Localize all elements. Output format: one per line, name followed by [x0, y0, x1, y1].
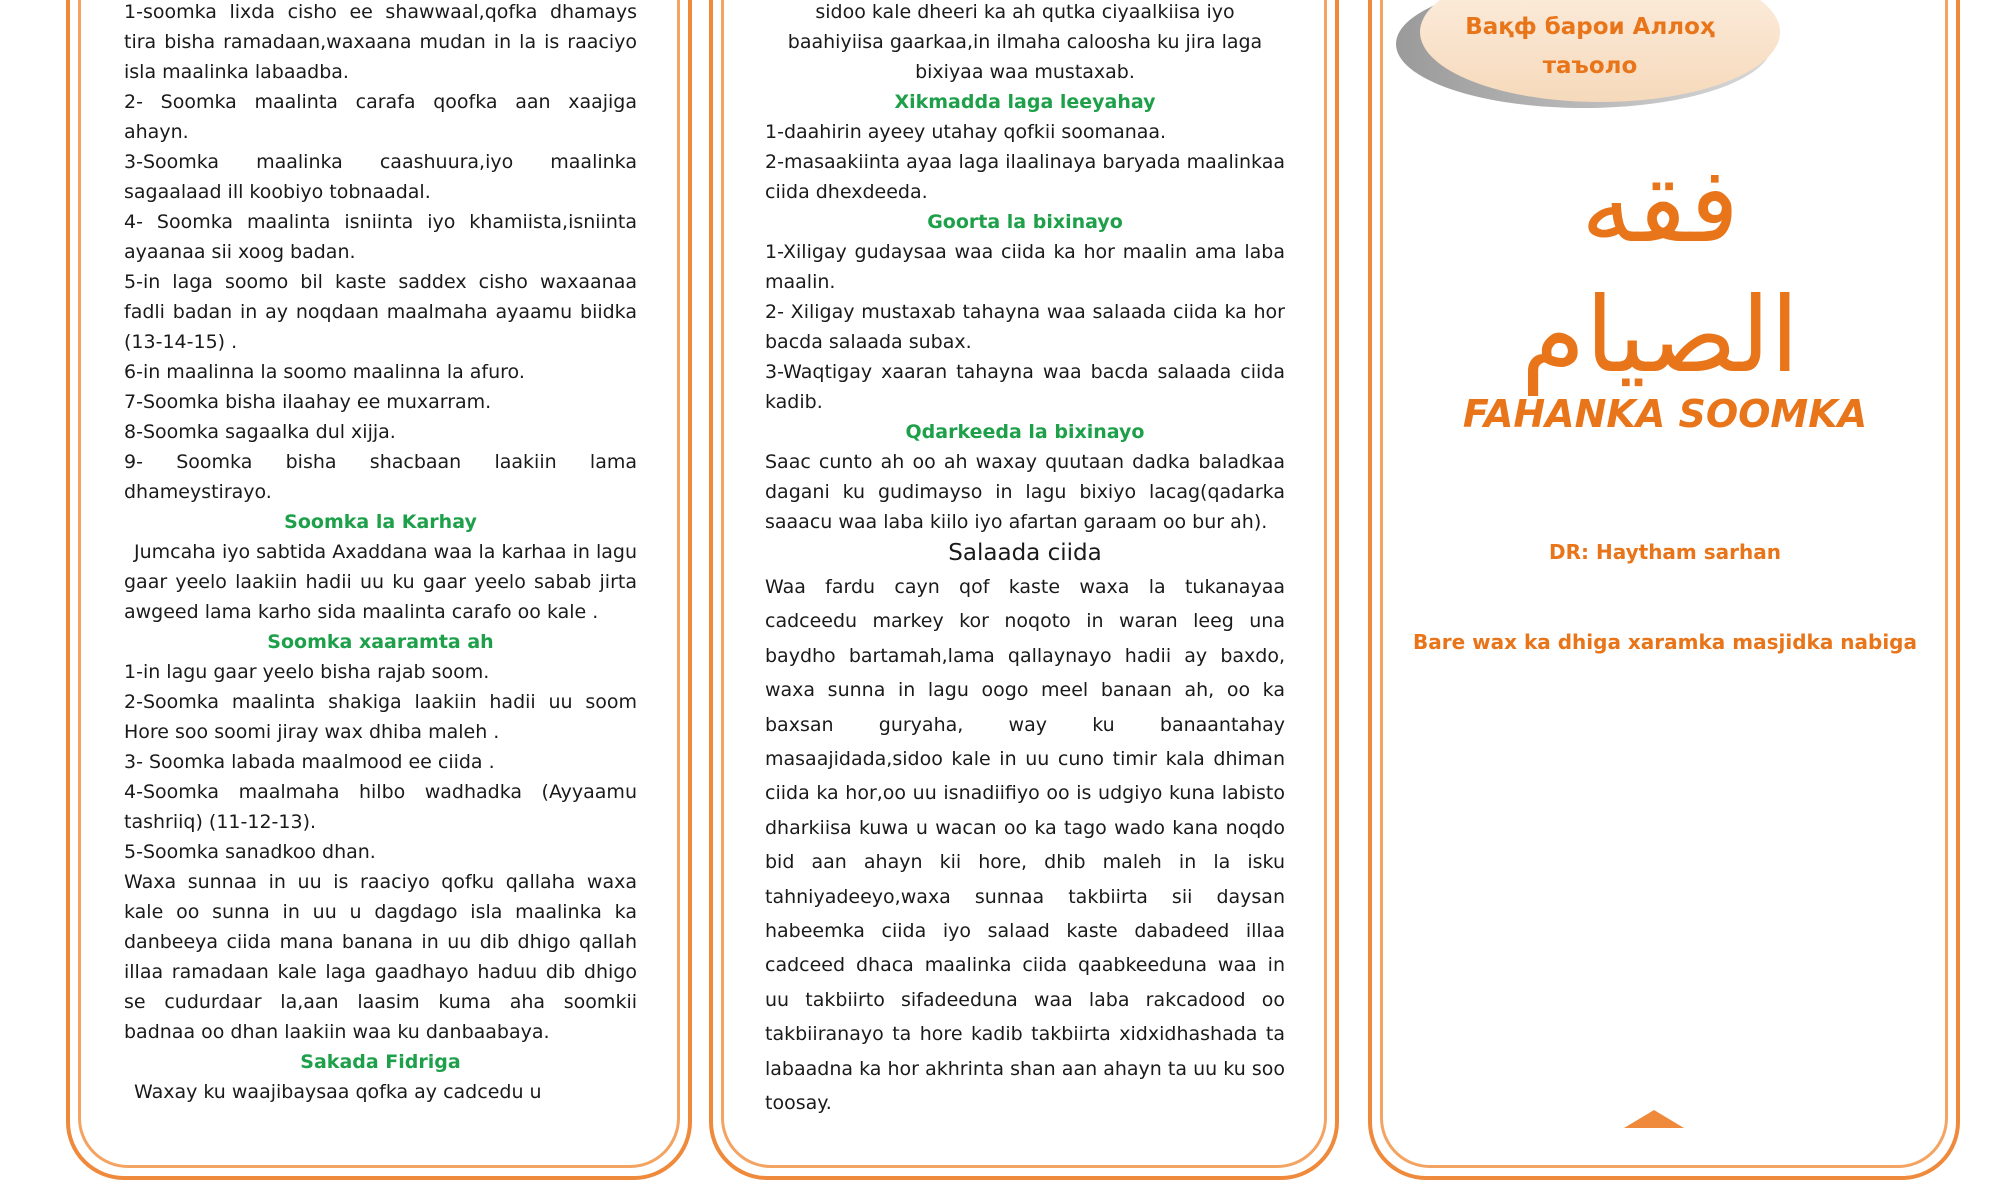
section-heading: Soomka la Karhay	[284, 511, 477, 533]
section-heading: Soomka xaaramta ah	[267, 631, 494, 653]
paragraph: Waxay ku waajibaysaa qofka ay cadcedu u	[134, 1081, 542, 1103]
waqf-dedication	[1420, 8, 1760, 86]
paragraph: 2- Soomka maalinta carafa qoofka aan xaajiga ahayn.	[124, 91, 637, 143]
paragraph: 9- Soomka bisha shacbaan laakiin lama dhameystirayo.	[124, 451, 637, 503]
waqf-line-1: Вақф барои Аллоҳ	[1465, 14, 1715, 40]
paragraph: 2-Soomka maalinta shakiga laakiin hadii uu soom Hore soo soomi jiray wax dhiba maleh .	[124, 691, 637, 743]
paragraph: 1-Xiligay gudaysaa waa ciida ka hor maalin ama laba maalin.	[765, 241, 1285, 293]
paragraph: sidoo kale dheeri ka ah qutka ciyaalkiisa iyo baahiyiisa gaarkaa,in ilmaha caloosha ku jira laga bixiyaa waa mustaxab.	[787, 1, 1263, 83]
paragraph: 4-Soomka maalmaha hilbo wadhadka (Ayyaamu tashriiq) (11-12-13).	[124, 781, 637, 833]
section-heading: Qdarkeeda la bixinayo	[905, 421, 1145, 443]
paragraph: 3- Soomka labada maalmood ee ciida .	[124, 751, 495, 773]
document-title: FAHANKA SOOMKA	[1462, 392, 1868, 436]
paragraph: Saac cunto ah oo ah waxay quutaan dadka baladkaa dagani ku gudimayso in lagu bixiyo lacag(qadarka saaacu waa laba kiilo iyo afartan garaam oo bur ah).	[765, 451, 1285, 533]
paragraph: 2-masaakiinta ayaa laga ilaalinaya baryada maalinkaa ciida dhexdeeda.	[765, 151, 1285, 203]
paragraph: 3-Soomka maalinka caashuura,iyo maalinka sagaalaad ill koobiyo tobnaadal.	[124, 151, 637, 203]
author-note: Bare wax ka dhiga xaramka masjidka nabiga	[1412, 630, 1917, 654]
waqf-line-2: таъоло	[1542, 53, 1638, 79]
paragraph: 1-daahirin ayeey utahay qofkii soomanaa.	[765, 121, 1167, 143]
paragraph: 5-in laga soomo bil kaste saddex cisho waxaanaa fadli badan in ay noqdaan maalmaha ayaamu biidka (13-14-15) .	[124, 271, 637, 353]
section-title: Salaada ciida	[948, 540, 1102, 566]
paragraph: Waxa sunnaa in uu is raaciyo qofku qallaha waxa kale oo sunna in uu u dagdago isla maalinka ka danbeeya ciida mana banana in uu dib dhigo qallah illaa ramadaan kale laga gaadhayo haduu dib dhigo se cudurdaar la,aan laasim kuma aha soomkii badnaa oo dhan laakiin waa ku danbaabaya.	[124, 871, 637, 1043]
paragraph: 5-Soomka sanadkoo dhan.	[124, 841, 376, 863]
arabic-title: فقه الصيام	[1520, 144, 1800, 396]
section-heading: Sakada Fidriga	[300, 1051, 461, 1073]
paragraph: 1-in lagu gaar yeelo bisha rajab soom.	[124, 661, 490, 683]
author-name: DR: Haytham sarhan	[1549, 540, 1781, 564]
section-heading: Xikmadda laga leeyahay	[894, 91, 1156, 113]
bottom-ornament-icon	[1624, 1108, 1684, 1128]
paragraph: 8-Soomka sagaalka dul xijja.	[124, 421, 396, 443]
paragraph: Jumcaha iyo sabtida Axaddana waa la karhaa in lagu gaar yeelo laakiin hadii uu ku gaar yeelo sabab jirta awgeed lama karho sida maalinta carafo oo kale .	[124, 541, 637, 623]
paragraph: 3-Waqtigay xaaran tahayna waa bacda salaada ciida kadib.	[765, 361, 1285, 413]
left-panel-text	[124, 0, 637, 1107]
paragraph: 1-soomka lixda cisho ee shawwaal,qofka dhamays tira bisha ramadaan,waxaana mudan in la is raaciyo isla maalinka labaadba.	[124, 1, 637, 83]
paragraph: 6-in maalinna la soomo maalinna la afuro.	[124, 361, 525, 383]
paragraph: 2- Xiligay mustaxab tahayna waa salaada ciida ka hor bacda salaada subax.	[765, 301, 1285, 353]
paragraph: 4- Soomka maalinta isniinta iyo khamiista,isniinta ayaanaa sii xoog badan.	[124, 211, 637, 263]
paragraph: 7-Soomka bisha ilaahay ee muxarram.	[124, 391, 492, 413]
middle-panel-text	[765, 0, 1285, 1121]
section-heading: Goorta la bixinayo	[927, 211, 1123, 233]
paragraph: Waa fardu cayn qof kaste waxa la tukanayaa cadceedu markey kor noqoto in waran leeg una baydho bartamah,lama qallaynayo hadii ay baxdo, waxa sunna in lagu oogo meel banaan ah, oo ka baxsan guryaha, way ku banaantahay masaajidada,sidoo kale in uu cuno timir kala dhiman ciida ka hor,oo uu isnadiifiyo oo is udgiyo kuna labisto dharkiisa kuwa u wacan oo ka tago wado kana noqdo bid aan ahayn kii hore, dhib maleh in la isku tahniyadeeyo,waxa sunnaa takbiirta sii daysan habeemka ciida iyo salaad kaste dabadeed illaa cadceed dhaca maalinka ciida qaabkeeduna waa in uu takbiirto sifadeeduna waa laba rakcadood oo takbiiranayo ta hore kadib takbiirta xidxidhashada ta labaadna ka hor akhrinta shan aan ahayn ta uu ku soo toosay.	[765, 576, 1285, 1115]
